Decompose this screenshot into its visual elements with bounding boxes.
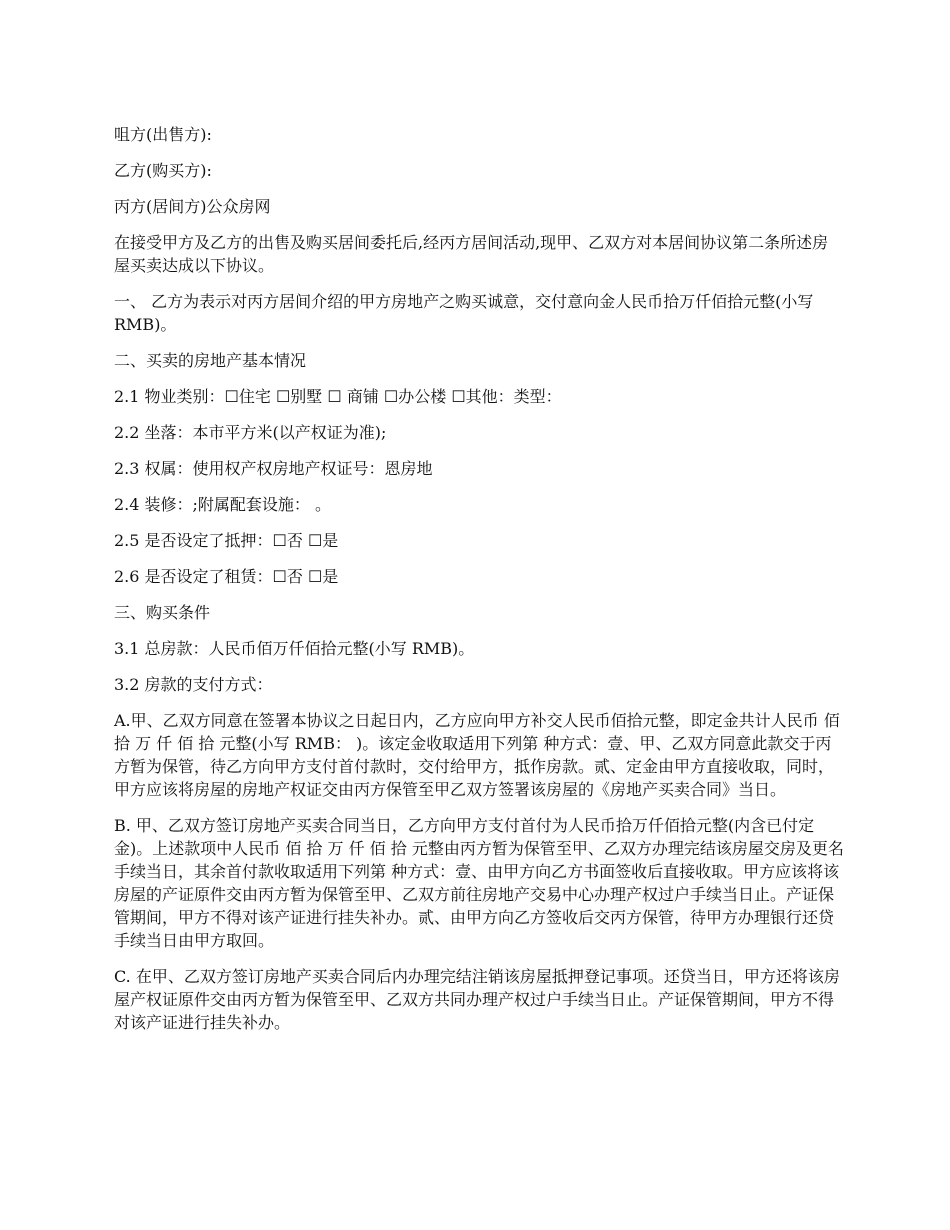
clause-2-4: 2.4 装修：;附属配套设施： 。	[114, 495, 332, 514]
clause-2-1: 2.1 物业类别：☐住宅 ☐别墅 ☐ 商铺 ☐办公楼 ☐其他：类型：	[114, 387, 562, 406]
payment-option-a: A.甲、乙双方同意在签署本协议之日起日内，乙方应向甲方补交人民币佰拾元整，即定金共计人民币 佰 拾 万 仟 佰 拾 元整(小写 RMB： )。该定金收取适用下列第 种方式：壹、甲、乙双方同意此款交于丙方暂为保管，待乙方向甲方支付首付款时，交付给甲方，抵作房款。贰、定金由甲方直接收取，同时，甲方应该将房屋的房地产权证交由丙方保管至甲乙双方签署该房屋的《房地产买卖合同》当日。	[114, 711, 840, 799]
preamble-paragraph: 在接受甲方及乙方的出售及购买居间委托后,经丙方居间活动,现甲、乙双方对本居间协议第二条所述房屋买卖达成以下协议。	[114, 233, 829, 275]
payment-option-c: C. 在甲、乙双方签订房地产买卖合同后内办理完结注销该房屋抵押登记事项。还贷当日，甲方还将该房屋产权证原件交由丙方暂为保管至甲、乙双方共同办理产权过户手续当日止。产证保管期间，甲方不得对该产证进行挂失补办。	[114, 967, 840, 1032]
document-body	[114, 123, 844, 1047]
clause-2-3: 2.3 权属：使用权产权房地产权证号：恩房地	[114, 459, 433, 478]
clause-2-6: 2.6 是否设定了租赁：☐否 ☐是	[114, 567, 339, 586]
clause-3-2: 3.2 房款的支付方式：	[114, 675, 273, 694]
section-3-heading: 三、购买条件	[114, 603, 211, 622]
clause-3-1: 3.1 总房款：人民币佰万仟佰拾元整(小写 RMB)。	[114, 639, 475, 658]
party-a-line: 咀方(出售方):	[114, 125, 212, 144]
payment-option-b: B. 甲、乙双方签订房地产买卖合同当日，乙方向甲方支付首付为人民币拾万仟佰拾元整(内含已付定金)。上述款项中人民币 佰 拾 万 仟 佰 拾 元整由丙方暂为保管至甲、乙双方办理完结该房屋交房及更名手续当日，其余首付款收取适用下列第 种方式：壹、由甲方向乙方书面签收后直接收取。甲方应该将该房屋的产证原件交由丙方暂为保管至甲、乙双方前往房地产交易中心办理产权过户手续当日止。产证保管期间，甲方不得对该产证进行挂失补办。贰、由甲方向乙方签收后交丙方保管，待甲方办理银行还贷手续当日由甲方取回。	[114, 816, 844, 950]
party-c-line: 丙方(居间方)公众房网	[114, 197, 271, 216]
clause-2-2: 2.2 坐落：本市平方米(以产权证为准);	[114, 423, 387, 442]
section-2-heading: 二、买卖的房地产基本情况	[114, 351, 307, 370]
clause-2-5: 2.5 是否设定了抵押：☐否 ☐是	[114, 531, 339, 550]
section-1-paragraph: 一、 乙方为表示对丙方居间介绍的甲方房地产之购买诚意，交付意向金人民币拾万仟佰拾元整(小写 RMB)。	[114, 292, 814, 334]
party-b-line: 乙方(购买方):	[114, 161, 212, 180]
